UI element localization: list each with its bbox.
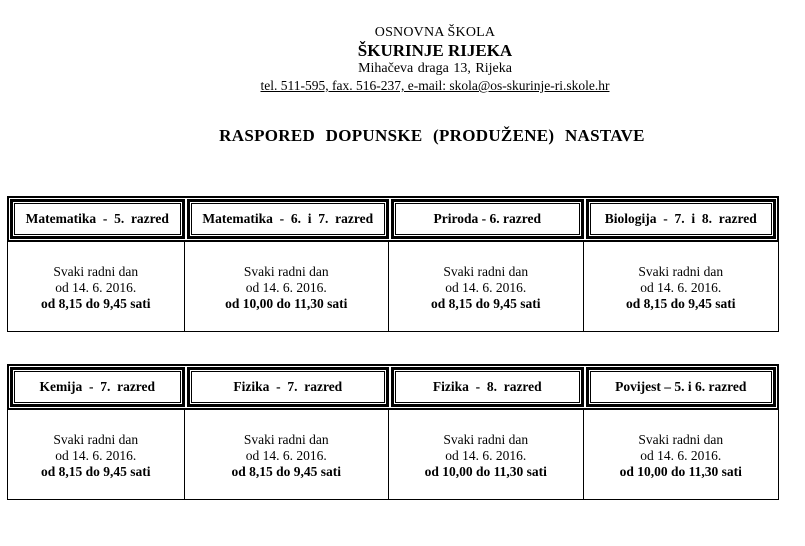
header-row [7,196,779,242]
hours-text: od 8,15 do 9,45 sati [626,295,736,311]
days-text: Svaki radni dan [243,431,329,447]
days-text: Svaki radni dan [638,263,724,279]
start-date-text: od 14. 6. 2016. [640,447,722,463]
school-contact: tel. 511-595, fax. 516-237, e-mail: skola@os-skurinje-ri.skole.hr [260,78,610,93]
start-date-text: od 14. 6. 2016. [245,279,327,295]
schedule-table [7,196,779,332]
schedule-cell [584,410,779,499]
school-name: ŠKURINJE RIJEKA [357,41,513,60]
subject-header: Matematika - 6. i 7. razred [187,199,389,239]
days-text: Svaki radni dan [53,431,139,447]
subject-header: Biologija - 7. i 8. razred [586,199,777,239]
subject-header: Priroda - 6. razred [391,199,584,239]
hours-text: od 8,15 do 9,45 sati [41,295,151,311]
schedule-cell [584,242,779,331]
schedule-row [7,410,779,500]
schedule-cell [185,242,389,331]
start-date-text: od 14. 6. 2016. [640,279,722,295]
document-title: RASPORED DOPUNSKE (PRODUŽENE) NASTAVE [219,126,645,145]
schedule-row [7,242,779,332]
start-date-text: od 14. 6. 2016. [445,279,527,295]
subject-header: Kemija - 7. razred [10,367,185,407]
start-date-text: od 14. 6. 2016. [245,447,327,463]
schedule-cell [389,410,584,499]
start-date-text: od 14. 6. 2016. [55,447,137,463]
days-text: Svaki radni dan [443,263,529,279]
schedule-cell [185,410,389,499]
schedule-cell [8,242,185,331]
days-text: Svaki radni dan [443,431,529,447]
hours-text: od 8,15 do 9,45 sati [431,295,541,311]
days-text: Svaki radni dan [243,263,329,279]
hours-text: od 10,00 do 11,30 sati [619,463,742,479]
schedule-cell [389,242,584,331]
hours-text: od 8,15 do 9,45 sati [231,463,342,479]
header-row [7,364,779,410]
schedule-table [7,364,779,500]
days-text: Svaki radni dan [638,431,724,447]
hours-text: od 10,00 do 11,30 sati [424,463,547,479]
school-type: OSNOVNA ŠKOLA [374,25,496,40]
days-text: Svaki radni dan [53,263,139,279]
subject-header: Matematika - 5. razred [10,199,185,239]
hours-text: od 8,15 do 9,45 sati [41,463,151,479]
hours-text: od 10,00 do 11,30 sati [225,295,348,311]
subject-header: Fizika - 8. razred [391,367,584,407]
start-date-text: od 14. 6. 2016. [55,279,137,295]
subject-header: Fizika - 7. razred [187,367,389,407]
school-address: Mihačeva draga 13, Rijeka [358,61,512,76]
subject-header: Povijest – 5. i 6. razred [586,367,777,407]
letterhead [240,24,630,94]
schedule-cell [8,410,185,499]
start-date-text: od 14. 6. 2016. [445,447,527,463]
